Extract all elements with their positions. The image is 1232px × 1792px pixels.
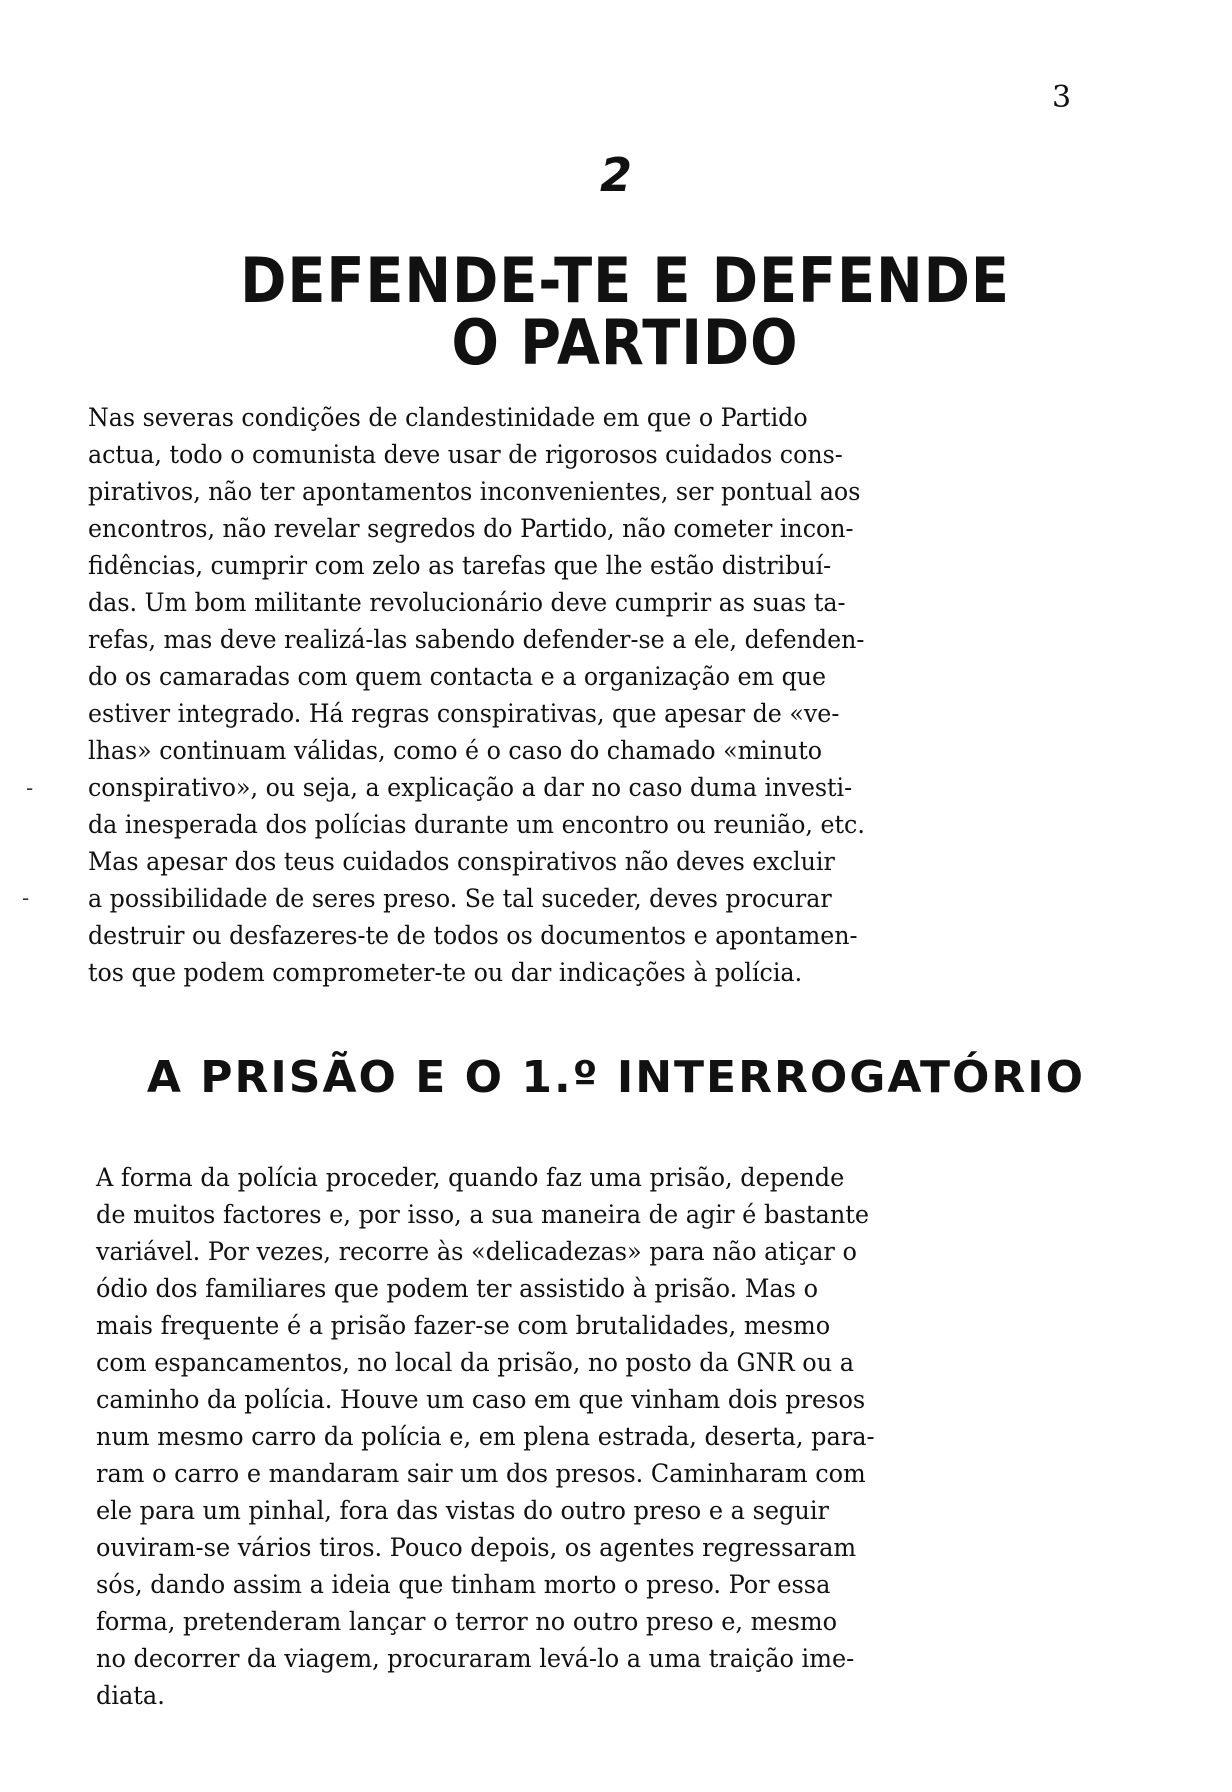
text-line: mais frequente é a prisão fazer-se com brutalidades, mesmo (96, 1311, 831, 1341)
text-line: caminho da polícia. Houve um caso em que vinham dois presos (96, 1385, 866, 1415)
text-line: do os camaradas com quem contacta e a organização em que (88, 662, 827, 692)
text-line: encontros, não revelar segredos do Partido, não cometer incon- (88, 514, 854, 544)
text-line: ouviram-se vários tiros. Pouco depois, os agentes regressaram (96, 1533, 857, 1563)
text-line: pirativos, não ter apontamentos inconvenientes, ser pontual aos (88, 477, 861, 507)
text-line: com espancamentos, no local da prisão, no posto da GNR ou a (96, 1348, 855, 1378)
body-paragraph-2 (96, 1160, 1160, 1715)
text-line: a possibilidade de seres preso. Se tal suceder, deves procurar (88, 884, 832, 914)
text-line: de muitos factores e, por isso, a sua maneira de agir é bastante (96, 1200, 870, 1230)
chapter-number: 2 (599, 148, 632, 202)
text-line: variável. Por vezes, recorre às «delicadezas» para não atiçar o (96, 1237, 857, 1267)
section-heading: A PRISÃO E O 1.º INTERROGATÓRIO (146, 1052, 1086, 1103)
text-line: das. Um bom militante revolucionário deve cumprir as suas ta- (88, 588, 846, 618)
text-line: refas, mas deve realizá-las sabendo defender-se a ele, defenden- (88, 625, 865, 655)
text-line: A forma da polícia proceder, quando faz uma prisão, depende (96, 1163, 845, 1193)
text-line: destruir ou desfazeres-te de todos os documentos e apontamen- (88, 921, 858, 951)
margin-mark: - (26, 776, 34, 800)
page-number: 3 (1052, 80, 1072, 115)
text-line: fidências, cumprir com zelo as tarefas que lhe estão distribuí- (88, 551, 832, 581)
chapter-title: DEFENDE-TE E DEFENDE O PARTIDO (240, 244, 1010, 379)
text-line: estiver integrado. Há regras conspirativas, que apesar de «ve- (88, 699, 840, 729)
margin-mark: - (22, 886, 30, 910)
text-line: ram o carro e mandaram sair um dos presos. Caminharam com (96, 1459, 866, 1489)
body-paragraph-1 (88, 400, 1152, 992)
text-line: tos que podem comprometer-te ou dar indicações à polícia. (88, 958, 803, 988)
text-line: lhas» continuam válidas, como é o caso do chamado «minuto (88, 736, 823, 766)
text-line: da inesperada dos polícias durante um encontro ou reunião, etc. (88, 810, 865, 840)
text-line: diata. (96, 1681, 165, 1711)
text-line: ódio dos familiares que podem ter assistido à prisão. Mas o (96, 1274, 819, 1304)
text-line: actua, todo o comunista deve usar de rigorosos cuidados cons- (88, 440, 843, 470)
text-line: Mas apesar dos teus cuidados conspirativos não deves excluir (88, 847, 835, 877)
text-line: num mesmo carro da polícia e, em plena estrada, deserta, para- (96, 1422, 875, 1452)
text-line: conspirativo», ou seja, a explicação a dar no caso duma investi- (88, 773, 853, 803)
text-line: sós, dando assim a ideia que tinham morto o preso. Por essa (96, 1570, 831, 1600)
text-line: no decorrer da viagem, procuraram levá-lo a uma traição ime- (96, 1644, 855, 1674)
text-line: Nas severas condições de clandestinidade em que o Partido (88, 403, 808, 433)
text-line: ele para um pinhal, fora das vistas do outro preso e a seguir (96, 1496, 829, 1526)
text-line: forma, pretenderam lançar o terror no outro preso e, mesmo (96, 1607, 838, 1637)
